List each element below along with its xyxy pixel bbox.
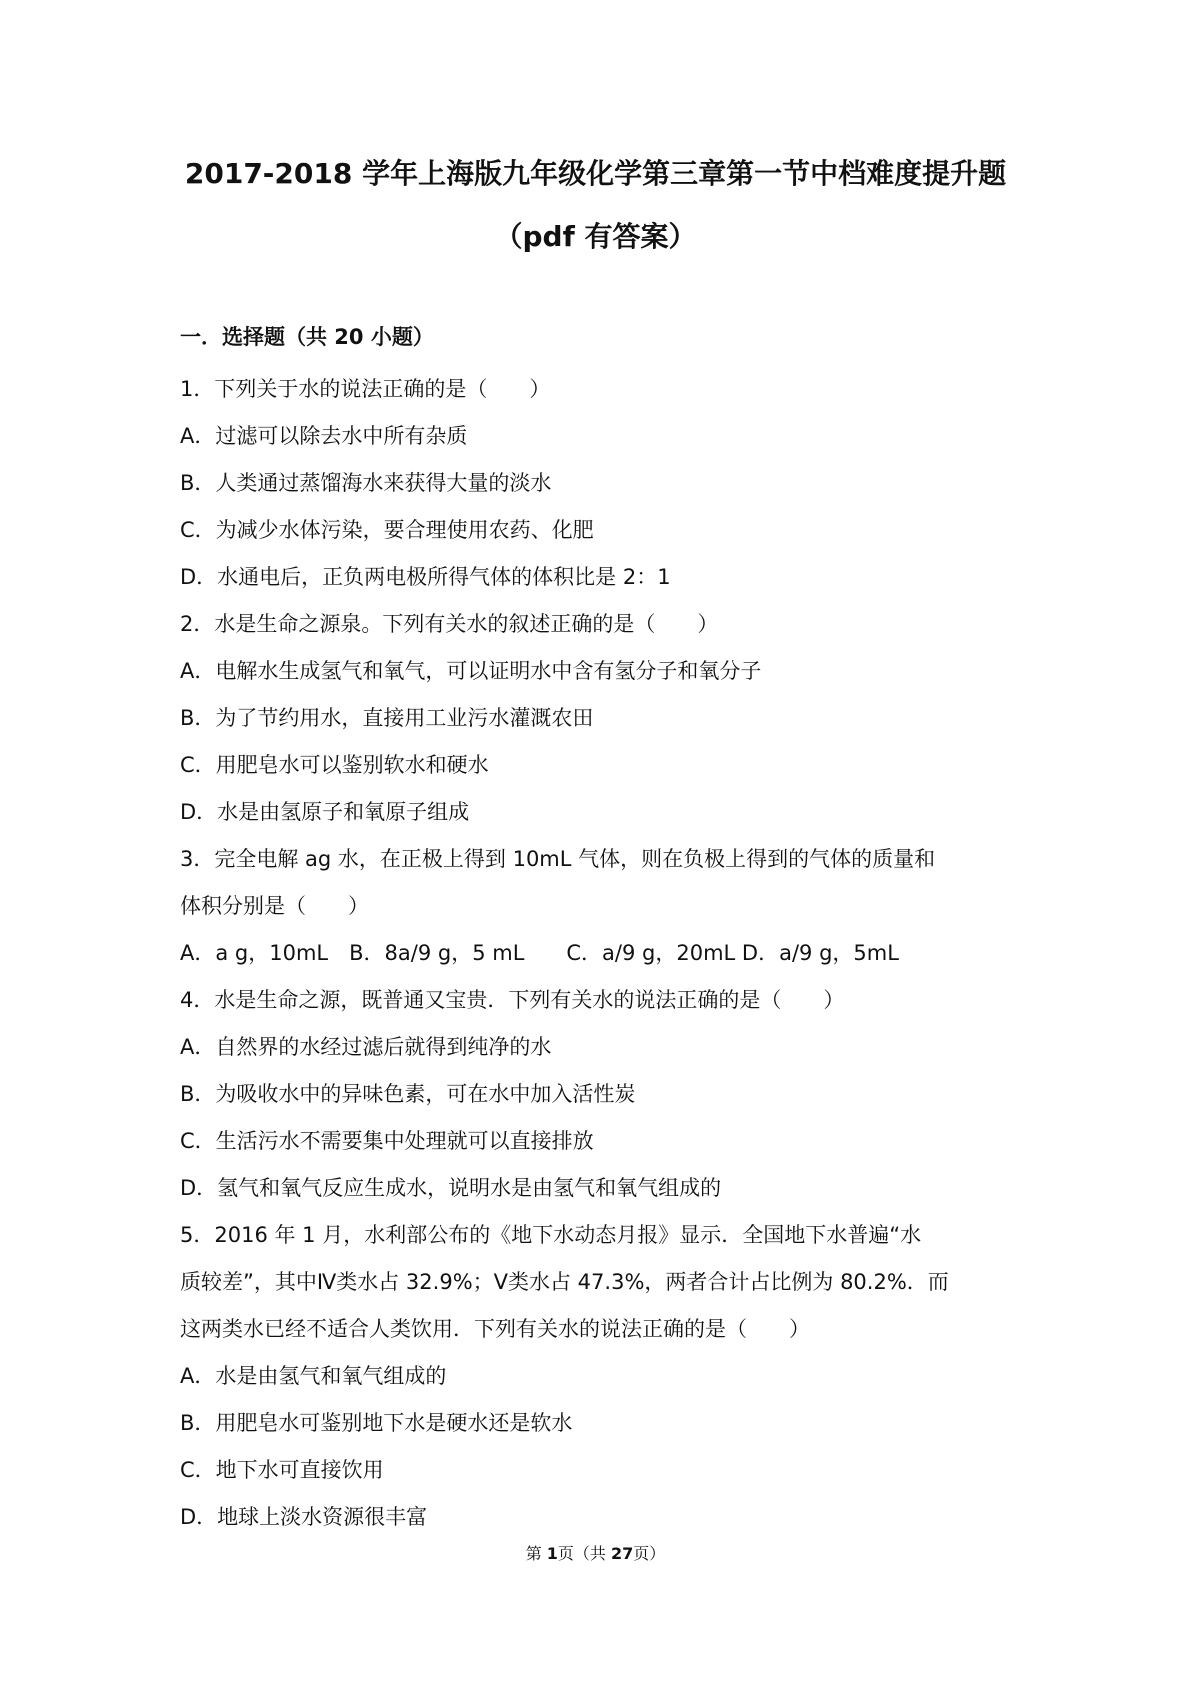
question-list bbox=[180, 366, 1020, 1541]
question-1-option-b: B．人类通过蒸馏海水来获得大量的淡水 bbox=[180, 471, 552, 495]
question-4-option-b: B．为吸收水中的异味色素，可在水中加入活性炭 bbox=[180, 1082, 636, 1106]
question-1-option-a: A．过滤可以除去水中所有杂质 bbox=[180, 424, 468, 448]
footer-middle: 页（共 bbox=[557, 1544, 612, 1563]
footer-page-number: 1 bbox=[546, 1544, 558, 1563]
question-4-option-a: A．自然界的水经过滤后就得到纯净的水 bbox=[180, 1035, 552, 1059]
question-3-options: A．a g，10mL B．8a/9 g，5 mL C．a/9 g，20mL D．a/9 g，5mL bbox=[180, 941, 899, 965]
question-5-option-c: C．地下水可直接饮用 bbox=[180, 1458, 384, 1482]
question-2-option-a: A．电解水生成氢气和氧气，可以证明水中含有氢分子和氧分子 bbox=[180, 659, 762, 683]
question-4-stem: 4．水是生命之源，既普通又宝贵．下列有关水的说法正确的是（ ） bbox=[180, 988, 845, 1012]
question-5-stem-continued-2: 这两类水已经不适合人类饮用．下列有关水的说法正确的是（ ） bbox=[180, 1317, 810, 1341]
question-4-option-d: D．氢气和氧气反应生成水，说明水是由氢气和氧气组成的 bbox=[180, 1176, 722, 1200]
question-4-option-c: C．生活污水不需要集中处理就可以直接排放 bbox=[180, 1129, 594, 1153]
page-footer bbox=[0, 1542, 1191, 1566]
question-3-stem: 3．完全电解 ag 水，在正极上得到 10mL 气体，则在负极上得到的气体的质量和 bbox=[180, 847, 936, 871]
question-2-option-d: D．水是由氢原子和氧原子组成 bbox=[180, 800, 470, 824]
question-1-option-c: C．为减少水体污染，要合理使用农药、化肥 bbox=[180, 518, 594, 542]
question-5-stem-continued-1: 质较差”，其中Ⅳ类水占 32.9%；Ⅴ类水占 47.3%，两者合计占比例为 80.2%．而 bbox=[180, 1270, 949, 1294]
question-1-stem: 1．下列关于水的说法正确的是（ ） bbox=[180, 377, 551, 401]
question-2-option-b: B．为了节约用水，直接用工业污水灌溉农田 bbox=[180, 706, 594, 730]
footer-prefix: 第 bbox=[525, 1544, 547, 1563]
question-2-stem: 2．水是生命之源泉。下列有关水的叙述正确的是（ ） bbox=[180, 612, 719, 636]
footer-suffix: 页） bbox=[633, 1544, 666, 1563]
document-title-line-1: 2017-2018 学年上海版九年级化学第三章第一节中档难度提升题 bbox=[184, 157, 1007, 190]
footer-total-pages: 27 bbox=[611, 1544, 634, 1563]
question-5-option-d: D．地球上淡水资源很丰富 bbox=[180, 1505, 428, 1529]
question-3-stem-continued: 体积分别是（ ） bbox=[180, 894, 369, 918]
question-1-option-d: D．水通电后，正负两电极所得气体的体积比是 2：1 bbox=[180, 565, 671, 589]
question-5-option-a: A．水是由氢气和氧气组成的 bbox=[180, 1364, 447, 1388]
document-title-line-2: （pdf 有答案） bbox=[494, 220, 697, 253]
question-2-option-c: C．用肥皂水可以鉴别软水和硬水 bbox=[180, 753, 489, 777]
question-5-option-b: B．用肥皂水可鉴别地下水是硬水还是软水 bbox=[180, 1411, 573, 1435]
question-5-stem: 5．2016 年 1 月，水利部公布的《地下水动态月报》显示．全国地下水普遍“水 bbox=[180, 1223, 922, 1247]
section-heading: 一．选择题（共 20 小题） bbox=[180, 325, 434, 349]
